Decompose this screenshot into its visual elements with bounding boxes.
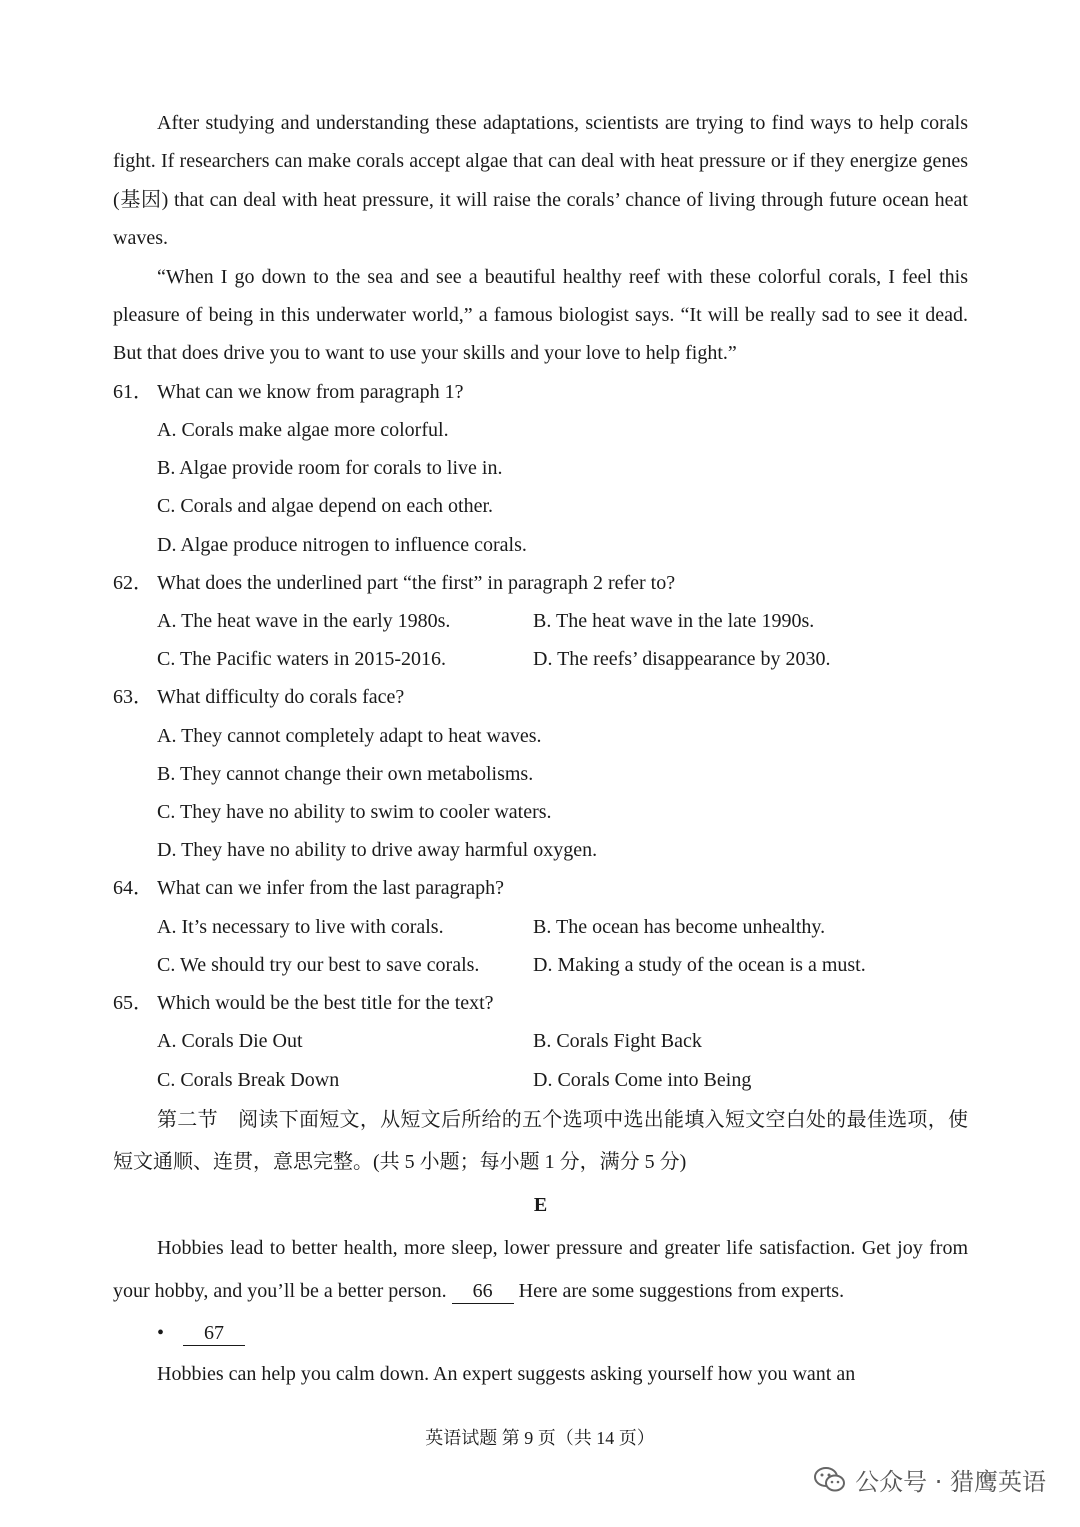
option: B. Corals Fight Back (533, 1030, 702, 1053)
question-64 (113, 869, 968, 984)
option: A. The heat wave in the early 1980s. (157, 610, 451, 633)
option: D. They have no ability to drive away harmful oxygen. (157, 839, 598, 862)
question-65 (113, 984, 968, 1099)
passage-paragraph (113, 1227, 968, 1313)
option: D. Corals Come into Being (533, 1068, 752, 1091)
question-text: Which would be the best title for the text? (157, 992, 494, 1015)
section-instructions: 第二节 阅读下面短文，从短文后所给的五个选项中选出能填入短文空白处的最佳选项，使短文通顺、连贯，意思完整。(共 5 小题；每小题 1 分，满分 5 分) (113, 1108, 968, 1173)
option: A. They cannot completely adapt to heat waves. (157, 724, 542, 747)
passage-paragraph: Hobbies can help you calm down. An expert suggests asking yourself how you want an (157, 1362, 856, 1385)
watermark (813, 1462, 1046, 1497)
question-62 (113, 564, 968, 679)
page-footer: 英语试题 第 9 页（共 14 页） (425, 1428, 655, 1448)
bullet-icon: • (157, 1321, 165, 1344)
option: A. It’s necessary to live with corals. (157, 915, 444, 938)
option: B. The heat wave in the late 1990s. (533, 610, 815, 633)
option: B. Algae provide room for corals to live in. (157, 457, 503, 480)
option: B. The ocean has become unhealthy. (533, 915, 826, 938)
option: B. They cannot change their own metabolisms. (157, 762, 534, 785)
question-text: What can we know from paragraph 1? (157, 380, 464, 403)
option: D. The reefs’ disappearance by 2030. (533, 648, 831, 671)
exam-page (113, 104, 968, 1396)
option: C. Corals and algae depend on each other. (157, 495, 493, 518)
question-text: What does the underlined part “the first” in paragraph 2 refer to? (157, 571, 676, 594)
option: C. Corals Break Down (157, 1068, 340, 1091)
wechat-icon (813, 1466, 847, 1494)
question-63 (113, 678, 968, 869)
question-number: 61． (113, 380, 153, 403)
question-number: 64． (113, 877, 153, 900)
paragraph-text: Here are some suggestions from experts. (518, 1279, 845, 1302)
question-number: 62． (113, 571, 153, 594)
watermark-text: 公众号 · 猎鹰英语 (855, 1468, 1046, 1496)
option: C. The Pacific waters in 2015-2016. (157, 648, 447, 671)
question-text: What can we infer from the last paragraph? (157, 877, 505, 900)
passage-paragraph: After studying and understanding these adaptations, scientists are trying to find ways to help corals fight. If researchers can make corals accept algae that can deal with heat pressure or if they energize genes (基因) that can deal with heat pressure, it will raise the corals’ chance of living through future ocean heat waves. (113, 112, 968, 250)
option: C. We should try our best to save corals. (157, 953, 480, 976)
question-text: What difficulty do corals face? (157, 686, 405, 709)
question-number: 63． (113, 686, 153, 709)
bullet-heading (157, 1313, 968, 1353)
question-number: 65． (113, 992, 153, 1015)
blank-66[interactable]: 66 (452, 1279, 514, 1304)
passage-letter: E (533, 1193, 548, 1216)
passage-paragraph: “When I go down to the sea and see a beautiful healthy reef with these colorful corals, I feel this pleasure of being in this underwater world,” a famous biologist says. “It will be really sad to see it dead. But that does drive you to want to use your skills and your love to help fight.” (113, 265, 968, 365)
option: D. Making a study of the ocean is a must. (533, 953, 866, 976)
paragraph-text: Hobbies lead to better health, more sleep, lower pressure and greater life satisfaction. Get joy from your hobby, and you’ll be a better person. (113, 1236, 968, 1302)
blank-67[interactable]: 67 (183, 1321, 245, 1346)
option: A. Corals Die Out (157, 1030, 303, 1053)
option: A. Corals make algae more colorful. (157, 419, 449, 442)
question-61 (113, 373, 968, 564)
option: C. They have no ability to swim to cooler waters. (157, 801, 552, 824)
option: D. Algae produce nitrogen to influence corals. (157, 533, 527, 556)
